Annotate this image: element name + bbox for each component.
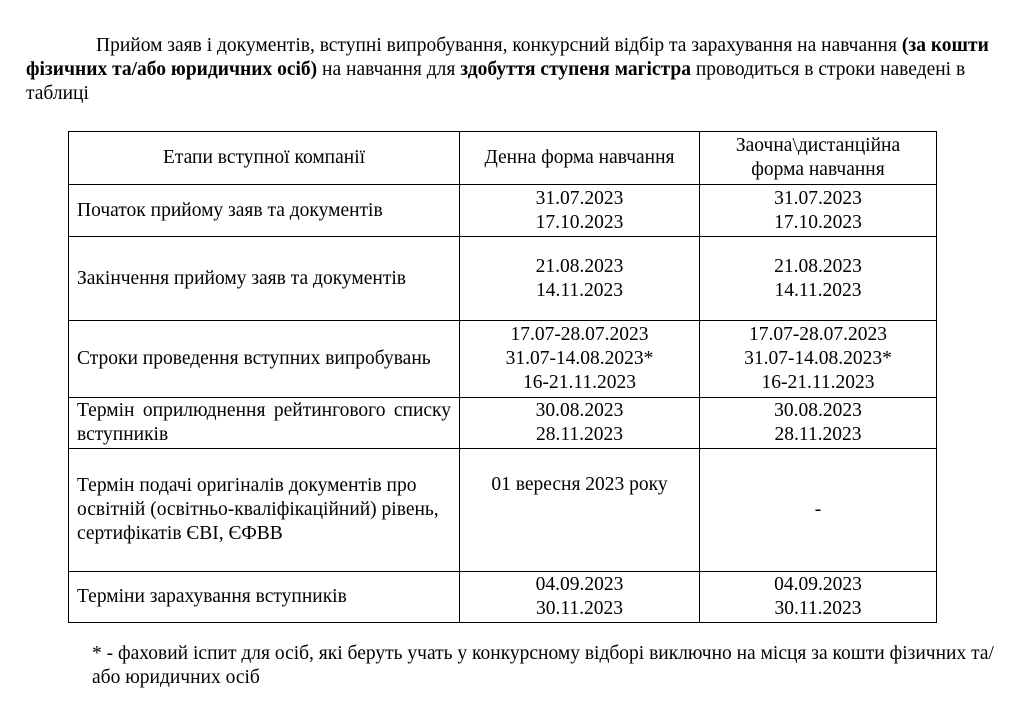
- intro-text-1: Прийом заяв і документів, вступні випробування, конкурсний відбір та зарахування на навчання: [96, 35, 902, 56]
- date-value: 28.11.2023: [774, 424, 862, 445]
- admission-schedule-table: [68, 131, 937, 623]
- table-row: [69, 237, 937, 321]
- stage-cell: Строки проведення вступних випробувань: [69, 321, 460, 398]
- date-value: 17.07-28.07.2023: [510, 324, 649, 345]
- day-form-cell: [460, 321, 700, 398]
- date-value: -: [814, 499, 822, 520]
- intro-text-3: проводиться в строки наведені в таблиці: [26, 59, 966, 104]
- date-value: 04.09.2023: [774, 574, 862, 595]
- day-form-cell: [460, 449, 700, 572]
- date-value: 16-21.11.2023: [761, 372, 875, 393]
- distance-form-cell: [700, 321, 937, 398]
- stage-cell: Початок прийому заяв та документів: [69, 185, 460, 237]
- day-form-cell: [460, 237, 700, 321]
- date-value: 16-21.11.2023: [522, 372, 637, 393]
- stage-cell: Терміни зарахування вступників: [69, 572, 460, 623]
- date-value: 04.09.2023: [535, 574, 624, 595]
- day-form-cell: [460, 398, 700, 449]
- day-form-cell: [460, 185, 700, 237]
- footnote: * - фаховий іспит для осіб, які беруть учать у конкурсному відборі виключно на місця за кошти фізичних та/або юридичних осіб: [92, 643, 994, 688]
- date-value: 17.10.2023: [535, 211, 624, 233]
- date-value: 21.08.2023: [774, 255, 862, 277]
- distance-form-cell: [700, 185, 937, 237]
- stage-cell: Закінчення прийому заяв та документів: [69, 237, 460, 321]
- table-row: [69, 572, 937, 623]
- intro-text-2: на навчання для: [317, 59, 461, 80]
- header-stages: Етапи вступної компанії: [69, 132, 460, 185]
- distance-form-cell: [700, 237, 937, 321]
- stage-cell: Термін оприлюднення рейтингового списку вступників: [69, 398, 460, 449]
- intro-paragraph: [26, 34, 1006, 106]
- date-value: 30.08.2023: [535, 400, 624, 421]
- stage-cell: Термін подачі оригіналів документів про освітній (освітньо-кваліфікаційний) рівень, сертифікатів ЄВІ, ЄФВВ: [69, 449, 460, 572]
- date-value: 14.11.2023: [535, 279, 624, 301]
- header-day-form: Денна форма навчання: [460, 132, 700, 185]
- intro-bold-funding: (за кошти фізичних та/або юридичних осіб): [26, 35, 989, 80]
- table-row: [69, 449, 937, 572]
- date-value: 14.11.2023: [774, 279, 862, 301]
- table-header-row: [69, 132, 937, 185]
- intro-bold-degree: здобуття ступеня магістра: [460, 59, 691, 80]
- date-value: 30.11.2023: [774, 598, 862, 619]
- table-row: [69, 185, 937, 237]
- distance-form-cell: [700, 449, 937, 572]
- date-value: 31.07-14.08.2023*: [744, 348, 892, 369]
- date-value: 17.10.2023: [774, 211, 862, 233]
- date-value: 31.07-14.08.2023*: [505, 348, 654, 369]
- header-distance-form: Заочна\дистанційна форма навчання: [700, 132, 937, 185]
- day-form-cell: [460, 572, 700, 623]
- table-row: [69, 398, 937, 449]
- table-row: [69, 321, 937, 398]
- date-value: 21.08.2023: [535, 255, 624, 277]
- date-value: 01 вересня 2023 року: [491, 474, 668, 495]
- date-value: 17.07-28.07.2023: [748, 324, 888, 345]
- date-value: 30.08.2023: [774, 400, 862, 421]
- distance-form-cell: [700, 572, 937, 623]
- distance-form-cell: [700, 398, 937, 449]
- date-value: 31.07.2023: [774, 187, 862, 209]
- date-value: 28.11.2023: [535, 424, 624, 445]
- date-value: 30.11.2023: [535, 598, 624, 619]
- date-value: 31.07.2023: [535, 187, 624, 209]
